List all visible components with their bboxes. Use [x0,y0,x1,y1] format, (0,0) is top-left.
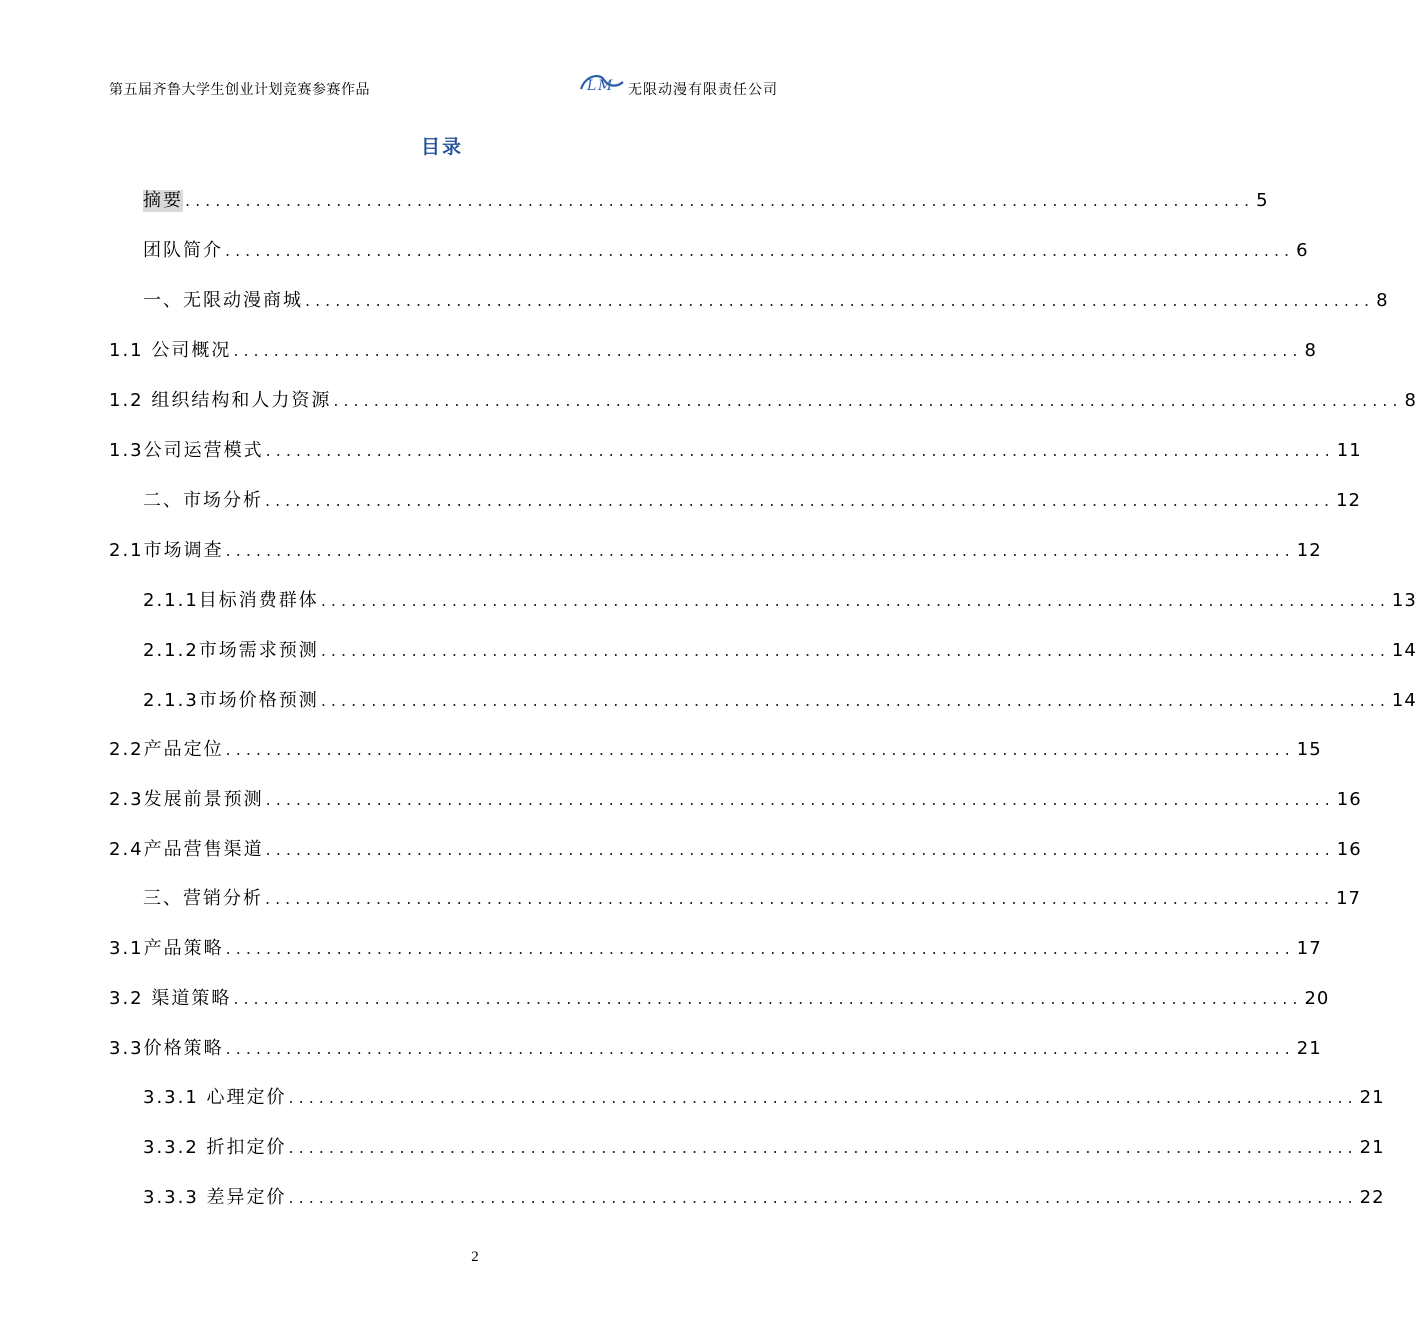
toc-entry[interactable] [143,232,1309,262]
toc-entry[interactable] [109,980,1330,1010]
toc-entry-label: 2.1.2市场需求预测 [143,640,319,661]
toc-leader: .......................................................................................................... [333,391,1403,410]
toc-entry[interactable] [143,1129,1385,1159]
company-logo [578,70,626,96]
toc-entry[interactable] [143,682,1417,712]
toc-entry[interactable] [109,831,1362,861]
toc-leader: .......................................................................................................... [225,740,1295,759]
toc-leader: .......................................................................................................... [225,1039,1295,1058]
toc-entry-label: 1.1 公司概况 [109,340,232,361]
toc-entry-label: 2.1.3市场价格预测 [143,690,319,711]
toc-entry-label: 2.2产品定位 [109,739,224,760]
toc-entry-page: 8 [1376,290,1389,311]
svg-text:L: L [587,78,597,94]
toc-entry[interactable] [143,880,1362,910]
toc-entry-label: 2.1市场调查 [109,540,224,561]
toc-leader: .......................................................................................................... [288,1188,1358,1207]
svg-text:M: M [598,78,613,94]
toc-entry-label: 1.2 组织结构和人力资源 [109,390,332,411]
toc-leader: .......................................................................................................... [265,889,1335,908]
toc-entry-label: 2.3发展前景预测 [109,789,264,810]
toc-entry-page: 5 [1256,190,1269,211]
toc-entry[interactable] [109,432,1362,462]
toc-entry-page: 14 [1391,640,1417,661]
toc-entry[interactable] [109,930,1322,960]
toc-entry-page: 13 [1391,590,1417,611]
toc-entry-label: 3.3价格策略 [109,1038,224,1059]
toc-entry-label: 2.1.1目标消费群体 [143,590,319,611]
toc-entry-label: 3.3.2 折扣定价 [143,1137,287,1158]
toc-entry-label: 一、无限动漫商城 [143,290,303,311]
toc-leader: .......................................................................................................... [225,939,1295,958]
toc-entry[interactable] [143,1079,1385,1109]
toc-entry[interactable] [109,532,1322,562]
toc-entry[interactable] [143,582,1417,612]
toc-entry-page: 14 [1391,690,1417,711]
toc-leader: .......................................................................................................... [265,840,1335,859]
toc-entry[interactable] [143,482,1362,512]
toc-entry-label: 3.3.3 差异定价 [143,1187,287,1208]
toc-entry-label: 1.3公司运营模式 [109,440,264,461]
toc-entry-page: 15 [1296,739,1322,760]
toc-entry[interactable] [109,1030,1322,1060]
toc-entry[interactable] [109,731,1322,761]
toc-entry-page: 16 [1336,839,1362,860]
toc-entry-page: 21 [1359,1137,1385,1158]
toc-entry-label: 3.1产品策略 [109,938,224,959]
toc-entry-page: 8 [1304,340,1317,361]
toc-entry-label: 3.2 渠道策略 [109,988,232,1009]
toc-entry-page: 16 [1336,789,1362,810]
toc-leader: .......................................................................................................... [265,790,1335,809]
toc-entry-page: 11 [1336,440,1362,461]
toc-leader: .......................................................................................................... [225,541,1295,560]
toc-entry-label: 二、市场分析 [143,490,263,511]
toc-leader: .......................................................................................................... [185,191,1255,210]
toc-title: 目录 [420,136,463,158]
toc-entry[interactable] [109,382,1417,412]
toc-leader: .......................................................................................................... [265,491,1335,510]
toc-entry-label: 2.4产品营售渠道 [109,839,264,860]
toc-entry[interactable] [109,781,1362,811]
toc-leader: .......................................................................................................... [265,441,1335,460]
toc-entry-page: 17 [1296,938,1322,959]
toc-entry-label: 3.3.1 心理定价 [143,1087,287,1108]
page-number: 2 [471,1249,479,1265]
toc-entry[interactable] [143,182,1269,212]
toc-leader: .......................................................................................................... [288,1138,1358,1157]
toc-entry-page: 8 [1404,390,1417,411]
toc-leader: .......................................................................................................... [320,691,1390,710]
toc-entry[interactable] [143,1179,1385,1209]
toc-entry-page: 21 [1359,1087,1385,1108]
toc-entry-label: 团队简介 [143,240,223,261]
toc-leader: .......................................................................................................... [320,641,1390,660]
toc-leader: .......................................................................................................... [233,989,1303,1008]
toc-entry-page: 22 [1359,1187,1385,1208]
toc-entry[interactable] [143,632,1417,662]
toc-entry-label: 三、营销分析 [143,888,263,909]
toc-leader: .......................................................................................................... [233,341,1303,360]
toc-leader: .......................................................................................................... [320,591,1390,610]
header-left-text: 第五届齐鲁大学生创业计划竞赛参赛作品 [109,82,370,98]
toc-leader: .......................................................................................................... [288,1088,1358,1107]
toc-entry[interactable] [143,282,1389,312]
toc-entry-page: 21 [1296,1038,1322,1059]
toc-leader: .......................................................................................................... [225,241,1295,260]
toc-entry-page: 20 [1304,988,1330,1009]
toc-entry-page: 17 [1336,888,1362,909]
toc-entry[interactable] [109,332,1317,362]
toc-entry-page: 6 [1296,240,1309,261]
toc-entry-label: 摘要 [143,190,183,211]
toc-entry-page: 12 [1296,540,1322,561]
toc-leader: .......................................................................................................... [305,291,1375,310]
toc-entry-page: 12 [1336,490,1362,511]
header-right-text: 无限动漫有限责任公司 [628,82,778,98]
